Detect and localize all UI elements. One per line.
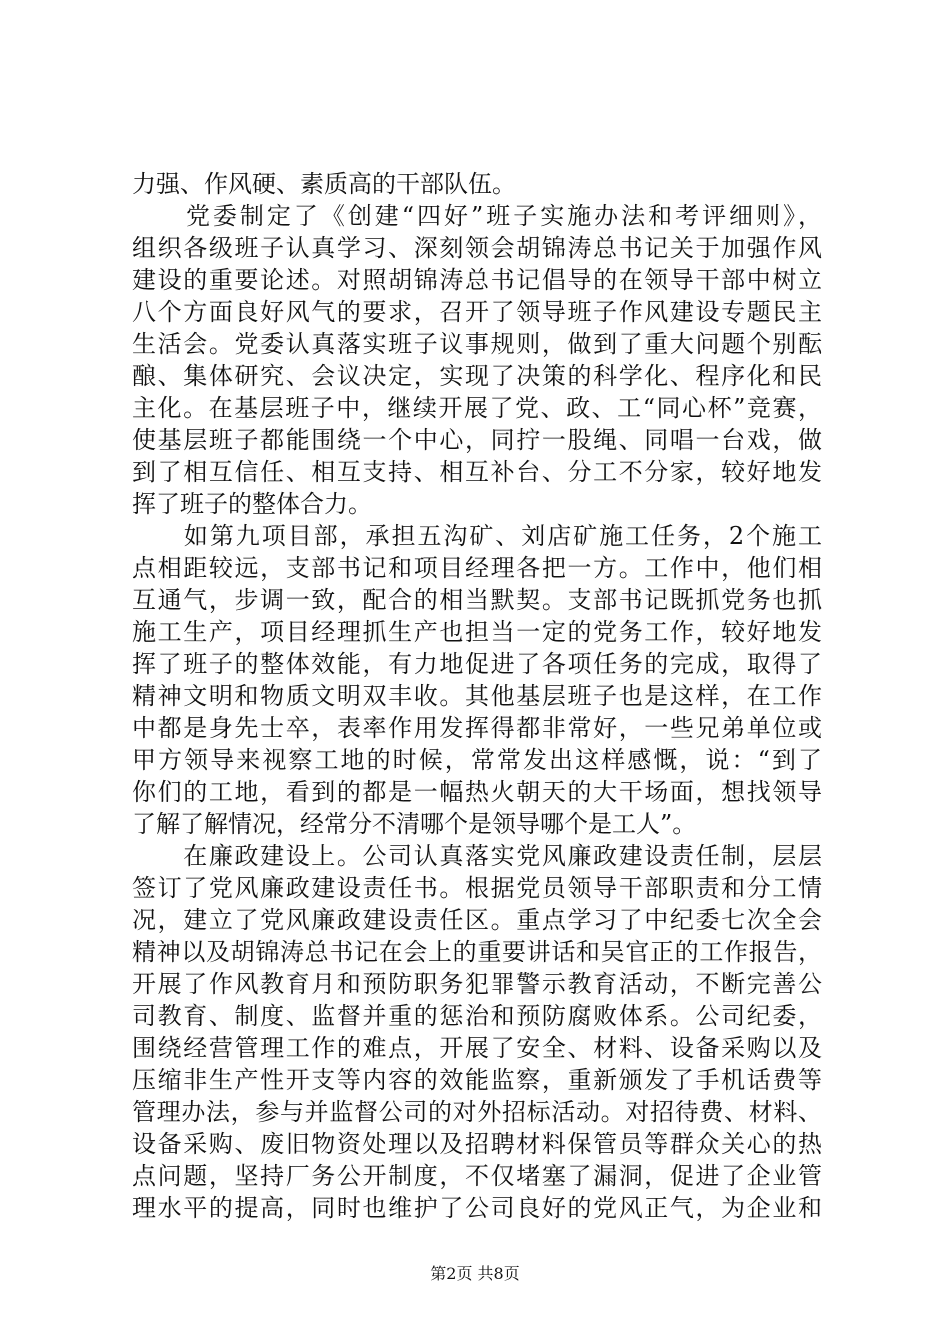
text-line: 围绕经营管理工作的难点，开展了安全、材料、设备采购以及 bbox=[132, 1034, 822, 1062]
text-line: 在廉政建设上。公司认真落实党风廉政建设责任制，层层 bbox=[132, 842, 822, 870]
text-line: 互通气，步调一致，配合的相当默契。支部书记既抓党务也抓 bbox=[132, 586, 822, 614]
text-line: 况，建立了党风廉政建设责任区。重点学习了中纪委七次全会 bbox=[132, 906, 822, 934]
text-line: 设备采购、废旧物资处理以及招聘材料保管员等群众关心的热 bbox=[132, 1130, 822, 1158]
text-line: 酿、集体研究、会议决定，实现了决策的科学化、程序化和民 bbox=[132, 362, 822, 390]
text-line: 八个方面良好风气的要求，召开了领导班子作风建设专题民主 bbox=[132, 298, 822, 326]
text-line: 精神以及胡锦涛总书记在会上的重要讲话和吴官正的工作报告， bbox=[132, 938, 822, 966]
text-line: 甲方领导来视察工地的时候，常常发出这样感慨，说：“到了 bbox=[132, 746, 822, 774]
text-line: 如第九项目部，承担五沟矿、刘店矿施工任务，2个施工 bbox=[132, 522, 822, 550]
text-line: 管理办法，参与并监督公司的对外招标活动。对招待费、材料、 bbox=[132, 1098, 822, 1126]
text-line: 司教育、制度、监督并重的惩治和预防腐败体系。公司纪委， bbox=[132, 1002, 822, 1030]
text-line: 施工生产，项目经理抓生产也担当一定的党务工作，较好地发 bbox=[132, 618, 822, 646]
page-number-footer: 第2页 共8页 bbox=[430, 1264, 520, 1283]
text-line: 到了相互信任、相互支持、相互补台、分工不分家，较好地发 bbox=[132, 458, 822, 486]
text-line: 主化。在基层班子中，继续开展了党、政、工“同心杯”竞赛， bbox=[132, 394, 822, 422]
text-line: 你们的工地，看到的都是一幅热火朝天的大干场面，想找领导 bbox=[132, 778, 822, 806]
document-body bbox=[132, 168, 822, 1224]
text-line: 压缩非生产性开支等内容的效能监察，重新颁发了手机话费等 bbox=[132, 1066, 822, 1094]
text-line: 党委制定了《创建“四好”班子实施办法和考评细则》， bbox=[132, 202, 822, 230]
text-line: 理水平的提高，同时也维护了公司良好的党风正气，为企业和 bbox=[132, 1194, 822, 1222]
text-line: 签订了党风廉政建设责任书。根据党员领导干部职责和分工情 bbox=[132, 874, 822, 902]
text-line: 中都是身先士卒，表率作用发挥得都非常好，一些兄弟单位或 bbox=[132, 714, 822, 742]
text-line: 挥了班子的整体效能，有力地促进了各项任务的完成，取得了 bbox=[132, 650, 822, 678]
text-line: 了解了解情况，经常分不清哪个是领导哪个是工人”。 bbox=[132, 810, 697, 838]
text-line: 使基层班子都能围绕一个中心，同拧一股绳、同唱一台戏，做 bbox=[132, 426, 822, 454]
text-line: 生活会。党委认真落实班子议事规则，做到了重大问题个别酝 bbox=[132, 330, 822, 358]
text-line: 挥了班子的整体合力。 bbox=[132, 490, 372, 518]
text-line: 组织各级班子认真学习、深刻领会胡锦涛总书记关于加强作风 bbox=[132, 234, 822, 262]
text-line: 点问题，坚持厂务公开制度，不仅堵塞了漏洞，促进了企业管 bbox=[132, 1162, 822, 1190]
text-line: 建设的重要论述。对照胡锦涛总书记倡导的在领导干部中树立 bbox=[132, 266, 822, 294]
text-line: 点相距较远，支部书记和项目经理各把一方。工作中，他们相 bbox=[132, 554, 822, 582]
text-line: 力强、作风硬、素质高的干部队伍。 bbox=[132, 170, 516, 198]
text-line: 开展了作风教育月和预防职务犯罪警示教育活动，不断完善公 bbox=[132, 970, 822, 998]
text-line: 精神文明和物质文明双丰收。其他基层班子也是这样，在工作 bbox=[132, 682, 822, 710]
